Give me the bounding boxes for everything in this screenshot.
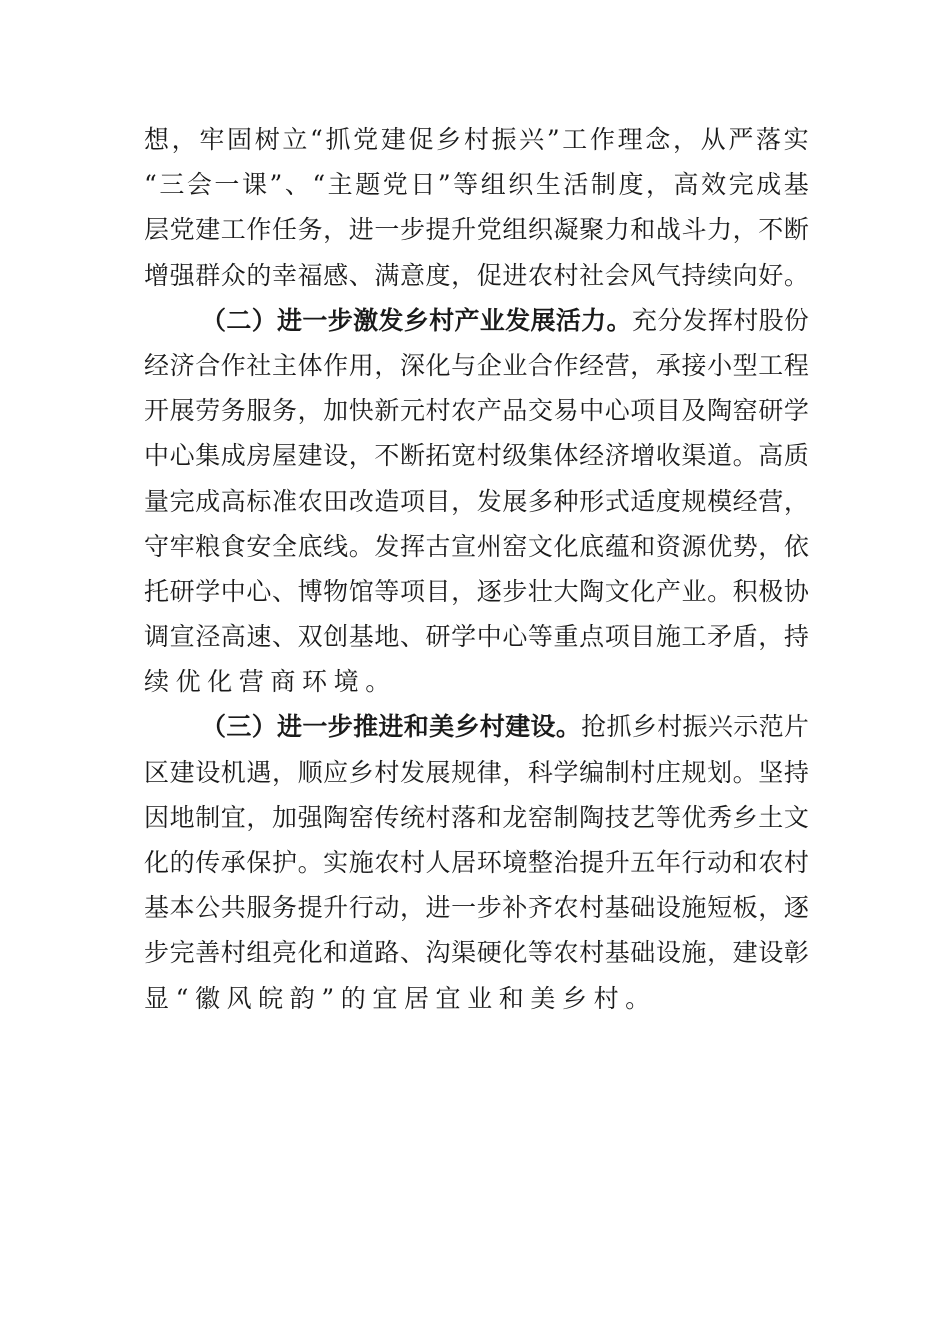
text-line: 量 完 成 高 标 准 农 田 改 造 项 目 ， 发 展 多 种 形 式 适 度 规 模 经 营 ， bbox=[144, 486, 809, 516]
text-line: 托 研 学 中 心 、 博 物 馆 等 项 目 ， 逐 步 壮 大 陶 文 化 产 业 。 积 极 协 bbox=[144, 576, 809, 606]
text-line: “ 三 会 一 课 ” 、 “ 主 题 党 日 ” 等 组 织 生 活 制 度 ， 高 效 完 成 基 bbox=[144, 170, 809, 200]
text-line: 显“徽风皖韵”的宜居宜业和美乡村。 bbox=[144, 983, 657, 1013]
text-line: （ 二 ） 进 一 步 激 发 乡 村 产 业 发 展 活 力 。 充 分 发 挥 村 股 份 bbox=[201, 305, 809, 335]
document-body bbox=[144, 117, 809, 1021]
text-line: 续优化营商环境。 bbox=[144, 667, 397, 697]
text-line: 经 济 合 作 社 主 体 作 用 ， 深 化 与 企 业 合 作 经 营 ， 承 接 小 型 工 程 bbox=[144, 350, 809, 380]
text-line: 守 牢 粮 食 安 全 底 线 。 发 挥 古 宣 州 窑 文 化 底 蕴 和 资 源 优 势 ， 依 bbox=[144, 531, 809, 561]
text-line: 区 建 设 机 遇 ， 顺 应 乡 村 发 展 规 律 ， 科 学 编 制 村 庄 规 划 。 坚 持 bbox=[144, 757, 809, 787]
text-line: 中 心 集 成 房 屋 建 设 ， 不 断 拓 宽 村 级 集 体 经 济 增 收 渠 道 。 高 质 bbox=[144, 441, 809, 471]
text-line: 层 党 建 工 作 任 务 ， 进 一 步 提 升 党 组 织 凝 聚 力 和 战 斗 力 ， 不 断 bbox=[144, 215, 809, 245]
text-line: 步 完 善 村 组 亮 化 和 道 路 、 沟 渠 硬 化 等 农 村 基 础 设 施 ， 建 设 彰 bbox=[144, 938, 809, 968]
text-line: 因 地 制 宜 ， 加 强 陶 窑 传 统 村 落 和 龙 窑 制 陶 技 艺 等 优 秀 乡 土 文 bbox=[144, 802, 809, 832]
text-line: 化 的 传 承 保 护 。 实 施 农 村 人 居 环 境 整 治 提 升 五 年 行 动 和 农 村 bbox=[144, 848, 809, 877]
text-line: 基 本 公 共 服 务 提 升 行 动 ， 进 一 步 补 齐 农 村 基 础 设 施 短 板 ， 逐 bbox=[144, 893, 809, 923]
paragraph-2 bbox=[144, 298, 809, 705]
paragraph-3 bbox=[144, 704, 809, 1020]
text-line: 增 强 群 众 的 幸 福 感 、 满 意 度 ， 促 进 农 村 社 会 风 气 持 续 向 好 。 bbox=[144, 260, 809, 290]
text-line: 调 宣 泾 高 速 、 双 创 基 地 、 研 学 中 心 等 重 点 项 目 施 工 矛 盾 ， 持 bbox=[144, 622, 809, 652]
text-line: 开 展 劳 务 服 务 ， 加 快 新 元 村 农 产 品 交 易 中 心 项 目 及 陶 窑 研 学 bbox=[144, 396, 809, 426]
paragraph-1 bbox=[144, 117, 809, 298]
text-line: （ 三 ） 进 一 步 推 进 和 美 乡 村 建 设 。 抢 抓 乡 村 振 兴 示 范 片 bbox=[201, 712, 809, 742]
text-line: 想 ， 牢 固 树 立 “ 抓 党 建 促 乡 村 振 兴 ” 工 作 理 念 ， 从 严 落 实 bbox=[144, 125, 809, 154]
